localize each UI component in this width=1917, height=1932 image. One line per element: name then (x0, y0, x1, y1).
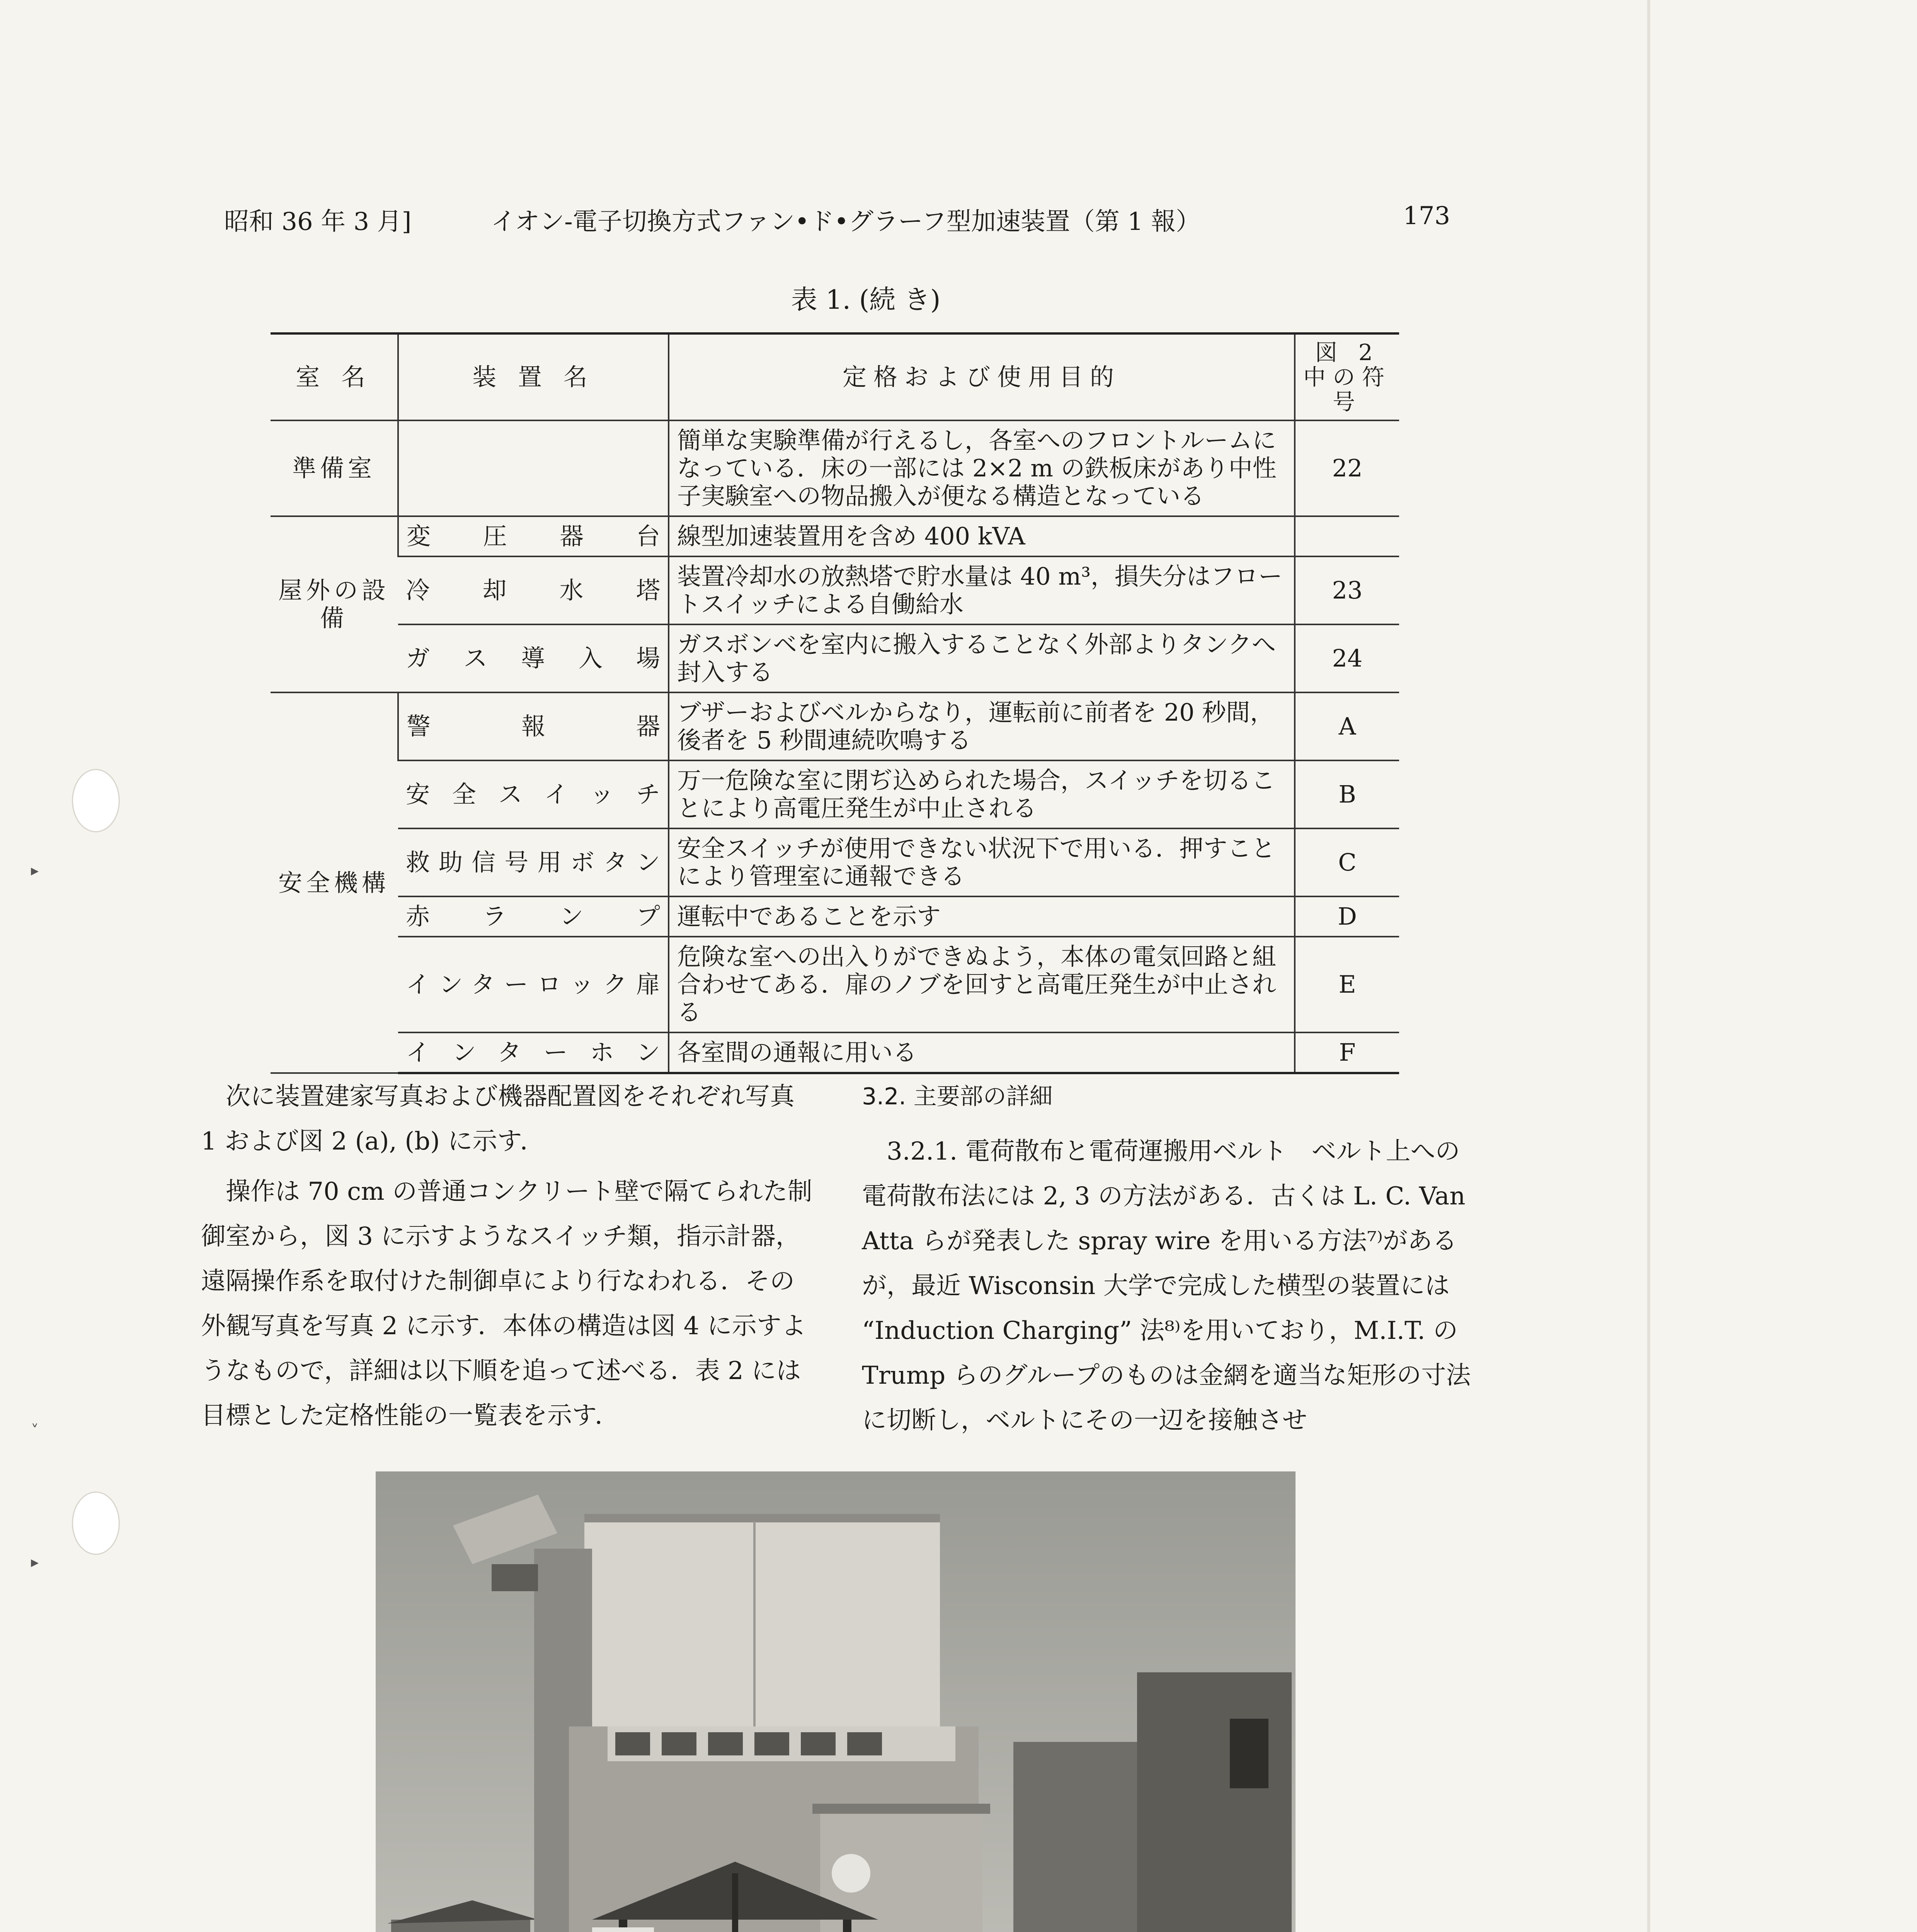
device-cell: 変圧器台 (398, 516, 669, 556)
table-row (271, 692, 1399, 760)
purpose-cell: 線型加速装置用を含め 400 kVA (669, 516, 1295, 556)
device-cell: 冷却水塔 (398, 556, 669, 624)
symbol-cell: F (1295, 1032, 1399, 1073)
room-cell: 準備室 (271, 420, 398, 516)
symbol-cell: D (1295, 896, 1399, 937)
symbol-cell: E (1295, 937, 1399, 1032)
purpose-cell: ブザーおよびベルからなり，運転前に前者を 20 秒間，後者を 5 秒間連続吹鳴する (669, 692, 1295, 760)
table-row (271, 624, 1399, 692)
purpose-cell: 装置冷却水の放熱塔で貯水量は 40 m³，損失分はフロートスイッチによる自働給水 (669, 556, 1295, 624)
table-row (271, 828, 1399, 896)
page-edge (1647, 0, 1650, 1932)
header-date: 昭和 36 年 3 月] (224, 207, 412, 236)
purpose-cell: 万一危険な室に閉ぢ込められた場合，スイッチを切ることにより高電圧発生が中止される (669, 760, 1295, 828)
table-row (271, 937, 1399, 1032)
table-row (271, 760, 1399, 828)
device-cell: インターホン (398, 1032, 669, 1073)
symbol-cell: 24 (1295, 624, 1399, 692)
binding-mark-icon: ˅ (31, 1422, 39, 1440)
device-cell: ガス導入場 (398, 624, 669, 692)
binding-mark-icon: ▸ (31, 862, 39, 879)
body-paragraph: 操作は 70 cm の普通コンクリート壁で隔てられた制御室から，図 3 に示すようなスイッチ類，指示計器，遠隔操作系を取付けた制御卓により行なわれる．その外観写真を写真 2 に示す．本体の構造は図 4 に示すようなもので，詳細は以下順を追って述べる．表 2 には目標とした定格性能の一覧表を示す． (201, 1177, 812, 1430)
symbol-cell: A (1295, 692, 1399, 760)
purpose-cell: 運転中であることを示す (669, 896, 1295, 937)
table-row (271, 420, 1399, 516)
device-cell: 警報器 (398, 692, 669, 760)
purpose-cell: 危険な室への出入りができぬよう，本体の電気回路と組合わせてある．扉のノブを回すと高電圧発生が中止される (669, 937, 1295, 1032)
purpose-cell: ガスボンベを室内に搬入することなく外部よりタンクへ封入する (669, 624, 1295, 692)
table-header-row (271, 333, 1399, 420)
symbol-cell: 23 (1295, 556, 1399, 624)
section-heading: 3.2. 主要部の詳細 (862, 1083, 1053, 1110)
building-photo (376, 1471, 1296, 1932)
device-cell: インターロック扉 (398, 937, 669, 1032)
symbol-cell: B (1295, 760, 1399, 828)
table-caption: 表 1. (続 き) (791, 285, 941, 315)
table-row (271, 1032, 1399, 1073)
header-title: イオン-電子切換方式ファン•ド•グラーフ型加速装置（第 1 報） (491, 207, 1201, 236)
purpose-cell: 簡単な実験準備が行えるし，各室へのフロントルームになっている．床の一部には 2×2 m の鉄板床があり中性子実験室への物品搬入が便なる構造となっている (669, 420, 1295, 516)
symbol-cell: C (1295, 828, 1399, 896)
body-paragraph: 次に装置建家写真および機器配置図をそれぞれ写真 1 および図 2 (a), (b) に示す． (201, 1082, 795, 1156)
device-cell: 安全スイッチ (398, 760, 669, 828)
running-head (224, 202, 1453, 236)
page-number: 173 (1403, 202, 1451, 230)
table-row (271, 896, 1399, 937)
binding-mark-icon: ▸ (31, 1553, 39, 1571)
right-column (862, 1074, 1476, 1448)
symbol-cell: 22 (1295, 420, 1399, 516)
body-paragraph: 3.2.1. 電荷散布と電荷運搬用ベルト ベルト上への電荷散布法には 2, 3 の方法がある．古くは L. C. Van Atta らが発表した spray wire を用いる方法⁷⁾があるが，最近 Wisconsin 大学で完成した横型の装置には “Induction Charging” 法⁸⁾を用いており，M.I.T. の Trump らのグループのものは金網を適当な矩形の寸法に切断し，ベルトにその一辺を接触させ (862, 1137, 1471, 1435)
purpose-cell: 各室間の通報に用いる (669, 1032, 1295, 1073)
device-cell: 赤ランプ (398, 896, 669, 937)
header-room: 室 名 (271, 333, 398, 420)
device-cell (398, 420, 669, 516)
symbol-cell (1295, 516, 1399, 556)
purpose-cell: 安全スイッチが使用できない状況下で用いる．押すことにより管理室に通報できる (669, 828, 1295, 896)
header-device: 装 置 名 (398, 333, 669, 420)
punch-hole (72, 769, 120, 832)
left-column (201, 1074, 815, 1444)
table-row (271, 516, 1399, 556)
room-cell: 安全機構 (271, 692, 398, 1073)
punch-hole (72, 1492, 120, 1555)
header-symbol: 図 2 中の符号 (1295, 333, 1399, 420)
header-purpose: 定格および使用目的 (669, 333, 1295, 420)
table-row (271, 556, 1399, 624)
room-cell: 屋外の設 備 (271, 516, 398, 692)
equipment-table (271, 332, 1399, 1074)
device-cell: 救助信号用ボタン (398, 828, 669, 896)
